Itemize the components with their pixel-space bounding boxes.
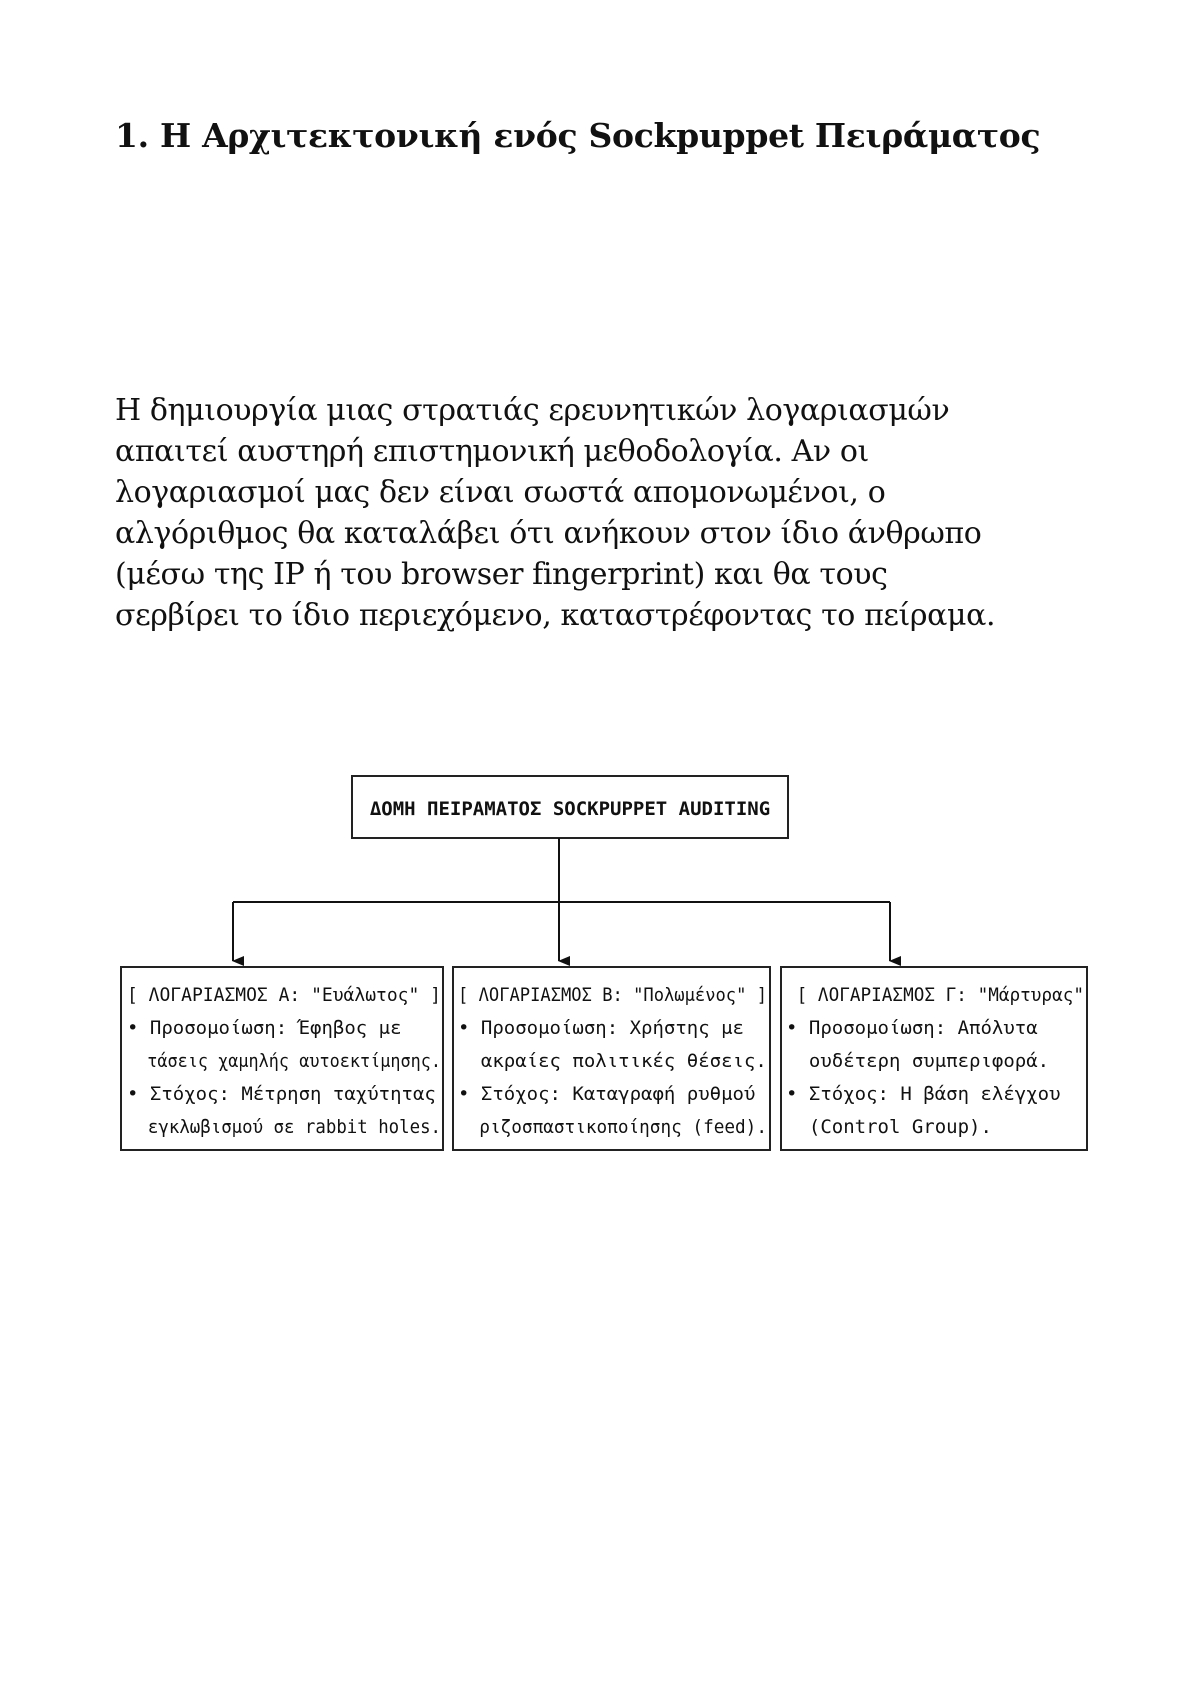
paragraph-line: αλγόριθμος θα καταλάβει ότι ανήκουν στον ίδιο άνθρωπο (115, 516, 982, 551)
account-box-line: • Προσομοίωση: Έφηβος με (127, 1017, 402, 1039)
account-box-line: • Προσομοίωση: Χρήστης με (458, 1017, 744, 1039)
account-box-line: • Στόχος: Καταγραφή ρυθμού (458, 1083, 756, 1105)
account-box-line: [ ΛΟΓΑΡΙΑΣΜΟΣ Α: "Ευάλωτος" ] (127, 984, 441, 1006)
diagram-title-box (352, 776, 788, 838)
account-box-line: τάσεις χαμηλής αυτοεκτίμησης. (127, 1050, 441, 1072)
account-box-line: • Στόχος: Η βάση ελέγχου (786, 1083, 1061, 1105)
diagram-title: ΔΟΜΗ ΠΕΙΡΑΜΑΤΟΣ SOCKPUPPET AUDITING (369, 798, 771, 820)
account-box-b (453, 967, 770, 1150)
account-box-line: ακραίες πολιτικές θέσεις. (458, 1050, 767, 1072)
account-box-c (781, 967, 1087, 1150)
paragraph-line: απαιτεί αυστηρή επιστημονική μεθοδολογία. Αν οι (115, 434, 869, 469)
account-box-line: (Control Group). (786, 1116, 992, 1138)
account-box-line: • Προσομοίωση: Απόλυτα (786, 1017, 1038, 1039)
intro-paragraph (115, 390, 1115, 636)
account-box-line: [ ΛΟΓΑΡΙΑΣΜΟΣ Β: "Πολωμένος" ] (458, 984, 767, 1006)
account-box-line: [ ΛΟΓΑΡΙΑΣΜΟΣ Γ: "Μάρτυρας" (786, 984, 1084, 1006)
account-box-line: ριζοσπαστικοποίησης (feed). (458, 1116, 767, 1138)
account-box-line: ουδέτερη συμπεριφορά. (786, 1050, 1050, 1072)
paragraph-line: Η δημιουργία μιας στρατιάς ερευνητικών λογαριασμών (115, 393, 950, 428)
account-box-line: εγκλωβισμού σε rabbit holes. (127, 1116, 441, 1138)
account-box-a (121, 967, 443, 1150)
account-box-line: • Στόχος: Μέτρηση ταχύτητας (127, 1083, 436, 1105)
paragraph-line: λογαριασμοί μας δεν είναι σωστά απομονωμένοι, ο (115, 475, 886, 510)
paragraph-line: (μέσω της IP ή του browser fingerprint) και θα τους (115, 557, 888, 592)
diagram-connectors (233, 838, 890, 961)
paragraph-line: σερβίρει το ίδιο περιεχόμενο, καταστρέφοντας το πείραμα. (115, 598, 996, 633)
section-heading: 1. Η Αρχιτεκτονική ενός Sockpuppet Πειράματος (115, 116, 1041, 155)
